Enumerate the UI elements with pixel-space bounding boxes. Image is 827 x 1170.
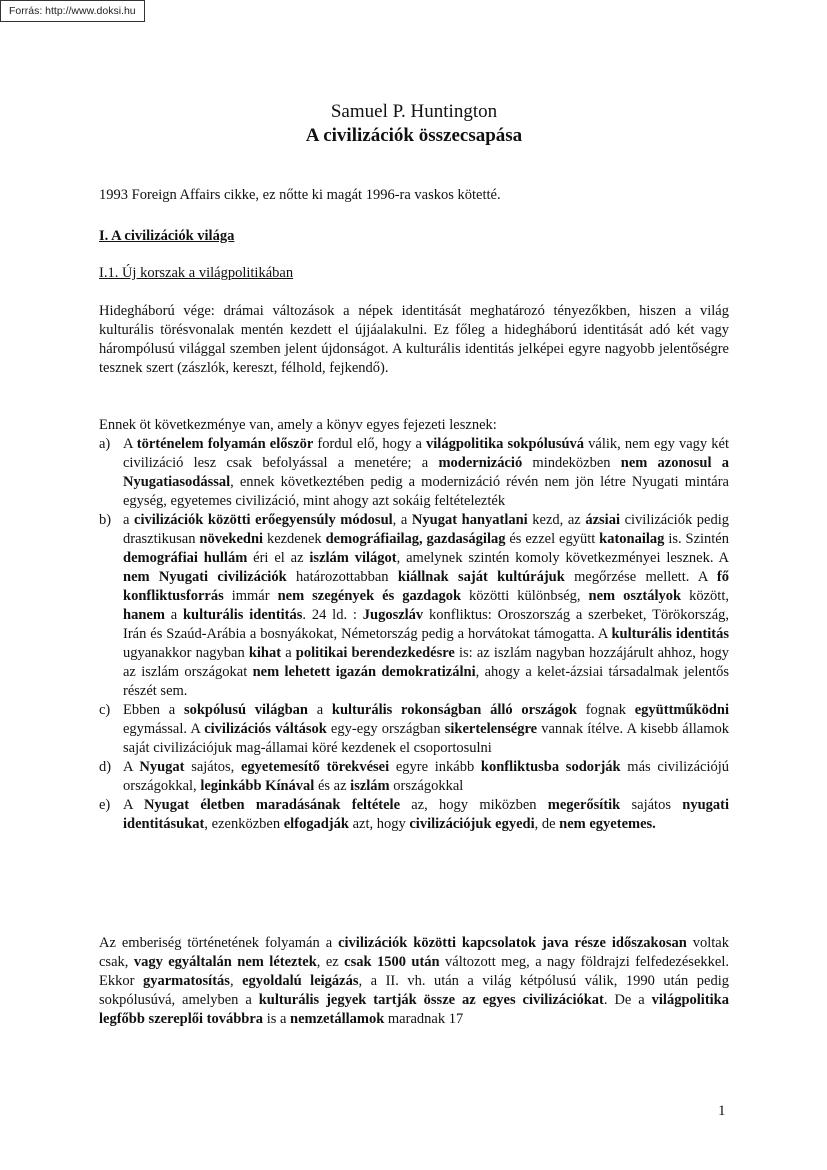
subsection-heading: I.1. Új korszak a világpolitikában [99, 265, 294, 281]
list-item [99, 796, 729, 834]
list-marker: b) [99, 512, 112, 528]
list-item [99, 435, 729, 511]
bold-text: Nyugat hanyatlani [411, 512, 528, 528]
text-run: az, hogy miközben [400, 797, 548, 813]
page-number: 1 [718, 1103, 726, 1119]
paragraph-last [99, 934, 729, 1029]
consequences-block [99, 416, 729, 834]
text-run: kezd, az [527, 512, 586, 528]
text-run: válik, nem egy vagy két civilizáció lesz csak befolyással a menetére; a [123, 436, 729, 471]
bold-text: világpolitika sokpólusúvá [426, 436, 585, 452]
bold-text: politikai berendezkedésre [295, 645, 455, 661]
text-run: , de [534, 816, 560, 832]
text-run: is. Szintén [664, 531, 729, 547]
bold-text: demográfiailag, gazdaságilag [325, 531, 506, 547]
text-run: A [123, 797, 144, 813]
text-run: határozottabban [286, 569, 398, 585]
bold-text: konfliktusba sodorják [480, 759, 621, 775]
bold-text: kulturális rokonságban álló országok [331, 702, 577, 718]
source-label: Forrás: http://www.doksi.hu [0, 0, 145, 22]
text-run: éri el az [247, 550, 310, 566]
text-run: azt, hogy [348, 816, 410, 832]
bold-text: ázsiai [585, 512, 620, 528]
text-run: , amelynek szintén komoly következményei lesznek. A [396, 550, 729, 566]
bold-text: iszlám világot [309, 550, 397, 566]
bold-text: iszlám [350, 778, 390, 794]
text-run: , ennek következtében pedig a modernizáció révén nem jön létre Nyugati mintára egység, egyetemes civilizáció, mint ahogy azt sokáig feltételezték [123, 474, 729, 509]
text-run: konfliktus: Oroszország a szerbeket, Törökország, Irán és Szaúd-Arábia a bosnyákokat, Németország pedig a horvátokat támogatta. A [123, 607, 730, 642]
bold-text: demográfiai hullám [123, 550, 248, 566]
text-run: a [307, 702, 332, 718]
bold-text: egyetemesítő törekvései [241, 759, 390, 775]
bold-text: sokpólusú világban [183, 702, 308, 718]
bold-text: nem lehetett igazán demokratizálni [252, 664, 476, 680]
bold-text: modernizáció [438, 455, 523, 471]
bold-text: nem osztályok [588, 588, 682, 604]
text-run: megőrzése mellett. A [564, 569, 717, 585]
text-run: változott meg, a nagy földrajzi felfedezésekkel. Ekkor [99, 954, 729, 989]
list-item [99, 758, 729, 796]
intro-line: 1993 Foreign Affairs cikke, ez nőtte ki magát 1996-ra vaskos kötetté. [99, 187, 501, 203]
bold-text: leginkább Kínával [200, 778, 315, 794]
text-run: is a [263, 1011, 291, 1027]
author-name: Samuel P. Huntington [330, 101, 498, 122]
list-marker: a) [99, 436, 111, 452]
text-run: , ezenközben [204, 816, 284, 832]
bold-text: nem egyetemes. [559, 816, 656, 832]
bold-text: fő konfliktusforrás [123, 569, 729, 604]
bold-text: nyugati identitásukat [123, 797, 729, 832]
bold-text: nemzetállamok [290, 1011, 385, 1027]
bold-text: Jugoszláv [362, 607, 424, 623]
text-run: Az emberiség történetének folyamán a [99, 935, 339, 951]
bold-text: sikertelenségre [444, 721, 538, 737]
list-marker: e) [99, 797, 111, 813]
bold-text: egyoldalú leigázás [242, 973, 359, 989]
text-run: vannak ítélve. A kisebb államok saját civilizációjuk mag-államai köré kezdenek el csoportosulni [123, 721, 729, 756]
text-run: , ahogy a kelet-ázsiai társadalmak jelentős részét sem. [123, 664, 729, 699]
text-run: , [229, 973, 243, 989]
list-marker: c) [99, 702, 111, 718]
bold-text: katonailag [599, 531, 665, 547]
text-run: is: az iszlám nagyban hozzájárult ahhoz, hogy az iszlám országokat [123, 645, 730, 680]
text-run: egymással. A [123, 721, 205, 737]
bold-text: nem szegények és gazdagok [277, 588, 462, 604]
text-run: és ezzel együtt [505, 531, 600, 547]
bold-text: civilizációs váltások [204, 721, 327, 737]
document-title: A civilizációk összecsapása [305, 125, 523, 146]
text-run: , a II. vh. után a világ kétpólusú válik, 1990 után pedig sokpólusúvá, amelyben a [99, 973, 730, 1008]
list-intro: Ennek öt következménye van, amely a könyv egyes fejezeti lesznek: [99, 417, 497, 433]
bold-text: civilizációjuk egyedi [409, 816, 535, 832]
bold-text: történelem folyamán először [136, 436, 314, 452]
bold-text: kihat [248, 645, 282, 661]
text-run: . De a [603, 992, 652, 1008]
bold-text: növekedni [199, 531, 264, 547]
text-run: a [164, 607, 183, 623]
bold-text: elfogadják [283, 816, 349, 832]
bold-text: együttműködni [634, 702, 730, 718]
bold-text: civilizációk közötti kapcsolatok java része időszakosan [338, 935, 687, 951]
bold-text: vagy egyáltalán nem léteztek [133, 954, 317, 970]
text-run: más civilizációjú országokkal, [123, 759, 730, 794]
bold-text: kulturális identitás [182, 607, 303, 623]
text-run: immár [223, 588, 278, 604]
bold-text: kulturális identitás [611, 626, 729, 642]
text-run: fognak [576, 702, 635, 718]
text-run: maradnak 17 [384, 1011, 464, 1027]
list-item [99, 511, 729, 701]
text-run: . 24 ld. : [302, 607, 363, 623]
bold-text: csak 1500 után [344, 954, 440, 970]
text-run: voltak csak, [99, 935, 729, 970]
text-run: sajátos [620, 797, 683, 813]
paragraph-1: Hidegháború vége: drámai változások a népek identitását meghatározó tényezőkben, hiszen a világ kulturális törésvonalak mentén kezdett el újjáalakulni. Ez főleg a hidegháború identitását adó két vagy hárompólusú világgal szemben jelent újdonságot. A kulturális identitás jelképei egyre nagyobb jelentőségre tesznek szert (zászlók, kereszt, félhold, fejkendő). [99, 303, 729, 376]
text-run: Ebben a [123, 702, 184, 718]
bold-text: gyarmatosítás [142, 973, 230, 989]
text-run: kezdenek [263, 531, 326, 547]
bold-text: kiállnak saját kultúrájuk [397, 569, 565, 585]
text-run: sajátos, [184, 759, 241, 775]
text-run: egyre inkább [389, 759, 481, 775]
text-run: , a [392, 512, 412, 528]
text-run: és az [314, 778, 351, 794]
bold-text: kulturális jegyek tartják össze az egyes civilizációkat [258, 992, 604, 1008]
text-run: a [281, 645, 296, 661]
text-run: között, [681, 588, 729, 604]
text-run: A [123, 759, 140, 775]
bold-text: nem azonosul a Nyugatiasodással [123, 455, 729, 490]
bold-text: Nyugat [139, 759, 185, 775]
bold-text: megerősítik [547, 797, 621, 813]
bold-text: hanem [123, 607, 165, 623]
text-run: mindeközben [522, 455, 621, 471]
bold-text: világpolitika legfőbb szereplői továbbra [99, 992, 729, 1027]
bold-text: nem Nyugati civilizációk [123, 569, 287, 585]
list-marker: d) [99, 759, 112, 775]
text-run: fordul elő, hogy a [313, 436, 427, 452]
bold-text: civilizációk közötti erőegyensúly módosul [134, 512, 393, 528]
consequence-list [99, 435, 729, 834]
text-run: egy-egy országban [326, 721, 445, 737]
text-run: , ez [316, 954, 345, 970]
text-run: a [123, 512, 135, 528]
bold-text: Nyugat életben maradásának feltétele [143, 797, 401, 813]
text-run: országokkal [389, 778, 464, 794]
text-run: A [123, 436, 137, 452]
text-run: civilizációk pedig drasztikusan [123, 512, 730, 547]
text-run: közötti különbség, [461, 588, 589, 604]
text-run: ugyanakkor nagyban [123, 645, 249, 661]
list-item [99, 701, 729, 758]
section-heading: I. A civilizációk világa [99, 228, 235, 244]
